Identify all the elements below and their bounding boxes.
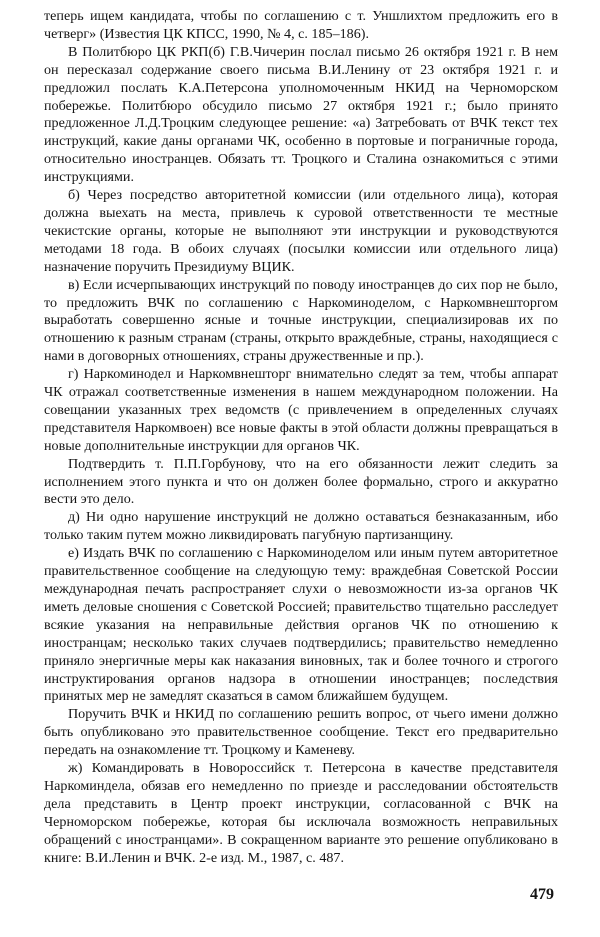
paragraph-point-g: г) Наркоминодел и Наркомвнешторг внимательно следят за тем, чтобы аппарат ЧК отражал соответственные изменения в нашем международном положении. На совещании указанных трех ведомств (с привлечением в определенных случаях представителя Наркомвоен) все новые факты в этой области должны превращаться в новые дополнительные инструкции для органов ЧК.	[44, 366, 558, 454]
paragraph-point-b: б) Через посредство авторитетной комиссии (или отдельного лица), которая должна выехать на места, привлечь к суровой ответственности те местные чекистские органы, которые не выполняют эти инструкции и руководствуются методами 18 года. В обоих случаях (посылки комиссии или отдельного лица) назначение поручить Президиуму ВЦИК.	[44, 187, 558, 275]
paragraph-continuation: теперь ищем кандидата, чтобы по соглашению с т. Уншлихтом предложить его в четверг» (Известия ЦК КПСС, 1990, № 4, с. 185–186).	[44, 8, 558, 42]
body-text	[44, 8, 558, 868]
paragraph-point-zh: ж) Командировать в Новороссийск т. Петерсона в качестве представителя Наркоминдела, обязав его немедленно по приезде и расследовании обстоятельств дела представить в Центр проект инструкции, согласованной с ВЧК на Черноморском побережье, которая бы исключала возможность неправильных обращений с иностранцами». В сокращенном варианте это решение опубликовано в книге: В.И.Ленин и ВЧК. 2-е изд. М., 1987, с. 487.	[44, 760, 558, 866]
page-number: 479	[530, 886, 554, 903]
paragraph-point-e: е) Издать ВЧК по соглашению с Наркоминоделом или иным путем авторитетное правительственное сообщение на следующую тему: враждебная Советской России международная печать распространяет слухи о невозможности из-за органов ЧК иметь деловые сношения с Советской Россией; правительство тщательно расследует всякие указания на неправильные действия органов ЧК по отношению к иностранцам; несколько таких случаев подтвердились; правительство немедленно приняло энергичные меры как наказания виновных, так и более точного и строгого инструктирования органов надзора в отношении иностранцев; последствия принятых мер не замедлят сказаться в самом ближайшем будущем.	[44, 545, 558, 705]
paragraph-vchk-nkid: Поручить ВЧК и НКИД по соглашению решить вопрос, от чьего имени должно быть опубликовано это правительственное сообщение. Текст его предварительно передать на ознакомление тт. Троцкому и Каменеву.	[44, 706, 558, 759]
paragraph-gorbunov: Подтвердить т. П.П.Горбунову, что на его обязанности лежит следить за исполнением этого пункта и что он должен более формально, строго и аккуратно вести это дело.	[44, 455, 558, 508]
paragraph-point-d: д) Ни одно нарушение инструкций не должно оставаться безнаказанным, ибо только таким путем можно ликвидировать пагубную партизанщину.	[44, 509, 558, 544]
paragraph-point-v: в) Если исчерпывающих инструкций по поводу иностранцев до сих пор не было, то предложить ВЧК по соглашению с Наркоминоделом, с Наркомвнешторгом выработать совершенно ясные и точные инструкции, специализировав их по отношению к разным странам (страны, открыто враждебные, страны, находящиеся с нами в договорных отношениях, страны дружественные и пр.).	[44, 276, 558, 365]
paragraph-chicherin-letter: В Политбюро ЦК РКП(б) Г.В.Чичерин послал письмо 26 октября 1921 г. В нем он пересказал содержание своего письма В.И.Ленину от 23 октября 1921 г. и предложил послать К.А.Петерсона уполномоченным НКИД на Черноморском побережье. Политбюро обсудило письмо 27 октября 1921 г.; было принято предложенное Л.Д.Троцким следующее решение: «а) Затребовать от ВЧК текст тех инструкций, какие даны органами ЧК, особенно в портовые и пограничные города, относительно иностранцев. Обязать тт. Троцкого и Сталина ознакомиться с этими инструкциями.	[44, 43, 558, 186]
